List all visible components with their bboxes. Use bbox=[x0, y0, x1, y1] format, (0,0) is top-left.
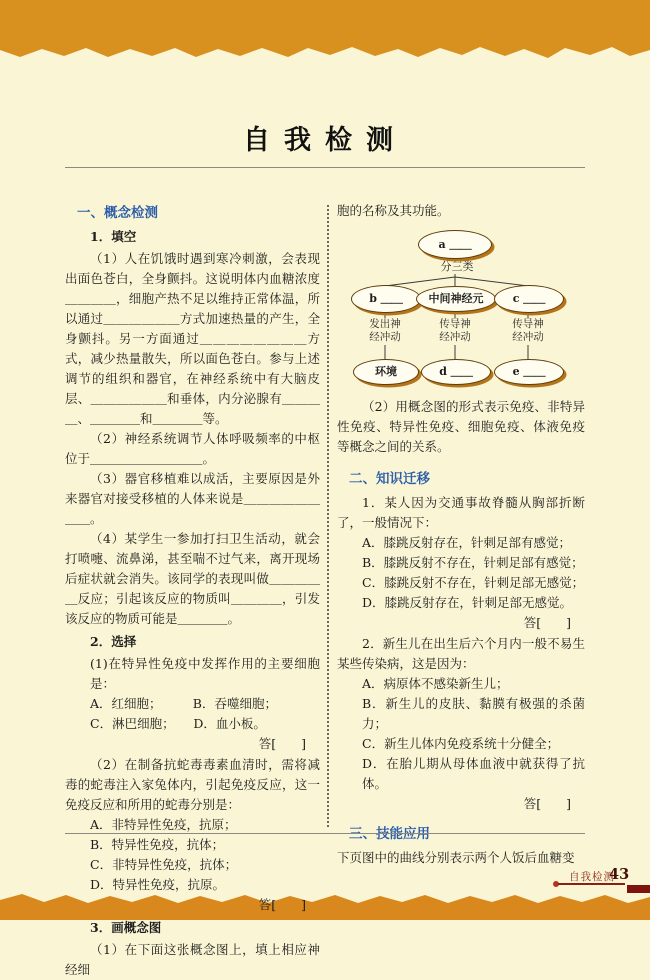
section-heading-skill-application: 三、技能应用 bbox=[349, 826, 430, 842]
edge-label-send-impulse: 发出神经冲动 bbox=[369, 318, 401, 343]
transfer-1-option-b: B．膝跳反射不存在，针刺足部有感觉； bbox=[362, 555, 584, 570]
choice-1-options-ab: A．红细胞； B．吞噬细胞； bbox=[90, 696, 277, 711]
branch-label: 分三类 bbox=[440, 260, 474, 273]
transfer-1-stem: 1．某人因为交通事故脊髓从胸部折断了，一般情况下： bbox=[337, 495, 585, 530]
concept-node-b: b ＿＿ bbox=[351, 285, 421, 313]
answer-box-3: 答[ ] bbox=[523, 615, 571, 630]
question-3-2: （2）用概念图的形式表示免疫、非特异性免疫、特异性免疫、细胞免疫、体液免疫等概念之间的关系。 bbox=[337, 399, 585, 454]
page-title: 自我检测 bbox=[243, 125, 407, 156]
question-1-1: （1）人在饥饿时遇到寒冷刺激，会表现出面色苍白，全身颤抖。这说明体内血糖浓度＿＿＿＿，细胞产热不足以维持正常体温，所以通过＿＿＿＿＿＿方式加速热量的产生，全身颤抖。另一方面通过＿＿＿＿＿＿＿＿方式，减少热量散失，所以面色苍白。参与上述调节的组织和器官，在神经系统中有大脑皮层、＿＿＿＿＿＿和垂体，内分泌腺有＿＿＿＿、＿＿＿＿和＿＿＿＿等。 bbox=[65, 251, 320, 426]
choice-2-option-c: C．非特异性免疫，抗体； bbox=[90, 857, 238, 872]
choice-2-option-b: B．特异性免疫，抗体； bbox=[90, 837, 225, 852]
answer-box-4: 答[ ] bbox=[523, 796, 571, 811]
concept-node-e: e ＿＿ bbox=[494, 359, 564, 385]
left-column bbox=[65, 201, 320, 980]
concept-node-a: a ＿＿ bbox=[418, 230, 492, 259]
edge-label-conduct-impulse-2: 传导神经冲动 bbox=[512, 318, 544, 343]
transfer-2-option-d: D．在胎儿期从母体血液中就获得了抗体。 bbox=[362, 756, 585, 791]
subsection-concept-map: 3．画概念图 bbox=[90, 920, 162, 935]
question-1-3: （3）器官移植难以成活，主要原因是外来器官对接受移植的人体来说是＿＿＿＿＿＿＿＿。 bbox=[65, 471, 320, 526]
transfer-2-option-c: C．新生儿体内免疫系统十分健全； bbox=[362, 736, 560, 751]
two-column-content bbox=[65, 201, 585, 980]
question-3-1-continued: 胞的名称及其功能。 bbox=[337, 203, 450, 218]
choice-2-option-d: D．特异性免疫，抗原。 bbox=[90, 877, 226, 892]
page-number: 43 bbox=[609, 866, 630, 883]
concept-node-c: c ＿＿ bbox=[494, 285, 564, 313]
concept-node-d: d ＿＿ bbox=[421, 359, 491, 385]
concept-node-environment: 环境 bbox=[353, 359, 419, 385]
question-1-4: （4）某学生一参加打扫卫生活动，就会打喷嚏、流鼻涕，甚至喘不过气来，离开现场后症状就会消失。该同学的表现叫做＿＿＿＿＿反应；引起该反应的物质叫＿＿＿＿，引发该反应的物质可能是＿＿＿＿。 bbox=[65, 531, 320, 626]
transfer-1-option-d: D．膝跳反射存在，针刺足部无感觉。 bbox=[362, 595, 573, 610]
transfer-2-option-a: A．病原体不感染新生儿； bbox=[362, 676, 509, 691]
bottom-divider-rule bbox=[65, 833, 585, 834]
subsection-fill-blanks: 1．填空 bbox=[90, 229, 137, 244]
footer-accent-bar bbox=[627, 885, 650, 893]
section-heading-concept-check: 一、概念检测 bbox=[77, 205, 158, 221]
torn-paper-top-band bbox=[0, 0, 650, 62]
transfer-2-option-b: B．新生儿的皮肤、黏膜有极强的杀菌力； bbox=[362, 696, 585, 731]
section-heading-knowledge-transfer: 二、知识迁移 bbox=[349, 471, 430, 487]
concept-node-interneuron: 中间神经元 bbox=[416, 286, 496, 312]
title-divider-rule bbox=[65, 167, 585, 168]
transfer-2-stem: 2．新生儿在出生后六个月内一般不易生某些传染病，这是因为： bbox=[337, 636, 585, 671]
concept-map bbox=[337, 228, 585, 388]
choice-1-stem: (1)在特异性免疫中发挥作用的主要细胞是： bbox=[90, 656, 320, 691]
right-column bbox=[337, 201, 585, 980]
question-1-2: （2）神经系统调节人体呼吸频率的中枢位于＿＿＿＿＿＿＿＿＿。 bbox=[65, 431, 320, 466]
choice-2-stem: （2）在制备抗蛇毒毒素血清时，需将减毒的蛇毒注入家兔体内，引起免疫反应，这一免疫反应和所用的蛇毒分别是： bbox=[65, 757, 320, 812]
footer-section-label: 自我检测 bbox=[569, 871, 615, 883]
column-divider bbox=[327, 205, 329, 827]
transfer-1-option-c: C．膝跳反射不存在，针刺足部无感觉； bbox=[362, 575, 585, 590]
choice-2-option-a: A．非特异性免疫，抗原； bbox=[90, 817, 237, 832]
answer-box-1: 答[ ] bbox=[258, 736, 306, 751]
transfer-1-option-a: A．膝跳反射存在，针刺足部有感觉； bbox=[362, 535, 572, 550]
edge-label-conduct-impulse-1: 传导神经冲动 bbox=[439, 318, 471, 343]
skill-application-text: 下页图中的曲线分别表示两个人饭后血糖变 bbox=[337, 850, 575, 865]
choice-1-options-cd: C．淋巴细胞； D．血小板。 bbox=[90, 716, 266, 731]
question-3-1: （1）在下面这张概念图上，填上相应神经细 bbox=[65, 942, 320, 977]
answer-box-2: 答[ ] bbox=[258, 897, 306, 912]
subsection-choice: 2．选择 bbox=[90, 634, 137, 649]
